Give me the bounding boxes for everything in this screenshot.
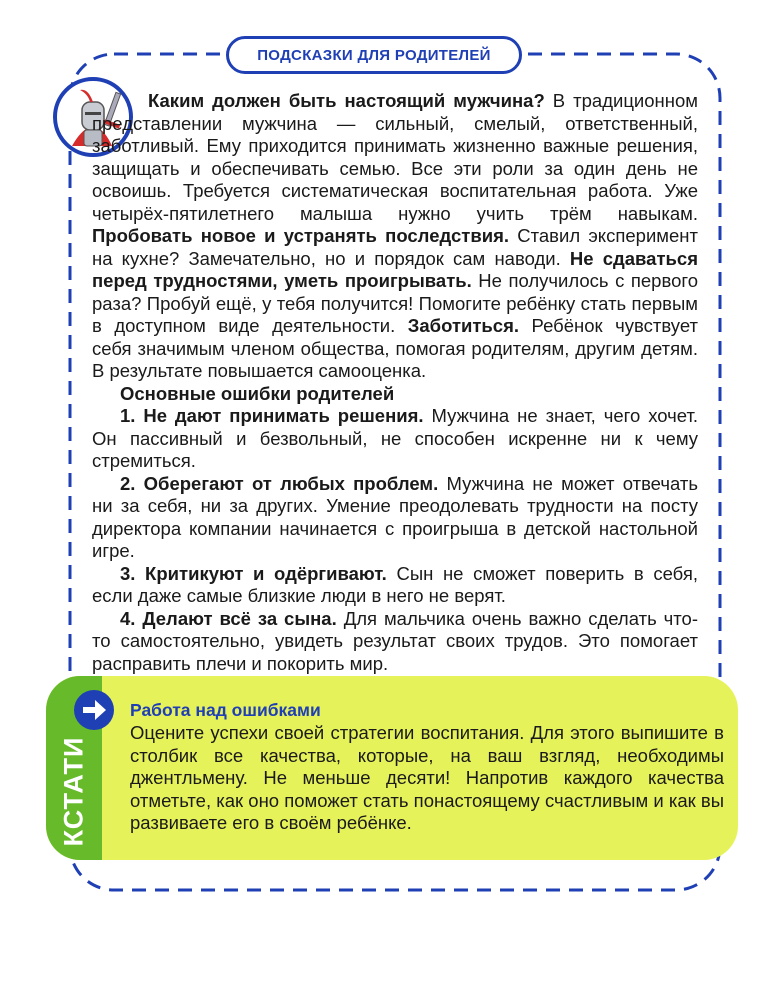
error-item: 3. Критикуют и одёргивают. Сын не сможет поверить в себя, если даже самые близкие люди в него не верят. [92, 562, 698, 606]
error-item: 2. Оберегают от любых проблем. Мужчина не может отвечать ни за себя, ни за других. Умение преодолевать трудности на посту директора компании начинается с проигрыша в детской настольной игре. [92, 472, 698, 561]
kstati-label: КСТАТИ [58, 736, 89, 846]
intro-paragraph: Каким должен быть настоящий мужчина? В традиционном представлении мужчина — сильный, смелый, ответственный, заботливый. Ему приходится принимать жизненно важные решения, защищать и обеспечивать семью. Все эти роли за один день не освоишь. Требуется систематическая воспитательная работа. Уже четырёх-пятилетнего малыша нужно учить трём навыкам. Пробовать новое и устранять последствия. Ставил эксперимент на кухне? Замечательно, но и порядок сам наводи. Не сдаваться перед трудностями, уметь проигрывать. Не получилось с первого раза? Пробуй ещё, у тебя получится! Помогите ребёнку стать первым в доступном виде деятельности. Заботиться. Ребёнок чувствует себя значимым членом общества, помогая родителям, другим детям. В результате повышается самооценка. [92, 90, 698, 381]
kstati-text: Оцените успехи своей стратегии воспитания. Для этого выпишите в столбик все качества, которые, на ваш взгляд, необходимы джентльмену. Не меньше десяти! Напротив каждого качества отметьте, как оно поможет стать понастоящему счастливым и как вы развиваете его в своём ребёнке. [130, 722, 724, 833]
errors-heading: Основные ошибки родителей [120, 382, 395, 404]
error-item: 4. Делают всё за сына. Для мальчика очень важно сделать что-то самостоятельно, увидеть результат своих трудов. Это помогает расправить плечи и покорить мир. [92, 607, 699, 674]
kstati-box [46, 676, 738, 860]
header-pill [226, 36, 522, 74]
arrow-right-icon [74, 690, 114, 730]
error-item: 1. Не дают принимать решения. Мужчина не знает, чего хочет. Он пассивный и безвольный, не способен искренне ни к чему стремиться. [92, 405, 699, 471]
page-title: ПОДСКАЗКИ ДЛЯ РОДИТЕЛЕЙ [257, 46, 491, 64]
kstati-title: Работа над ошибками [130, 700, 321, 720]
article-body [92, 90, 698, 675]
